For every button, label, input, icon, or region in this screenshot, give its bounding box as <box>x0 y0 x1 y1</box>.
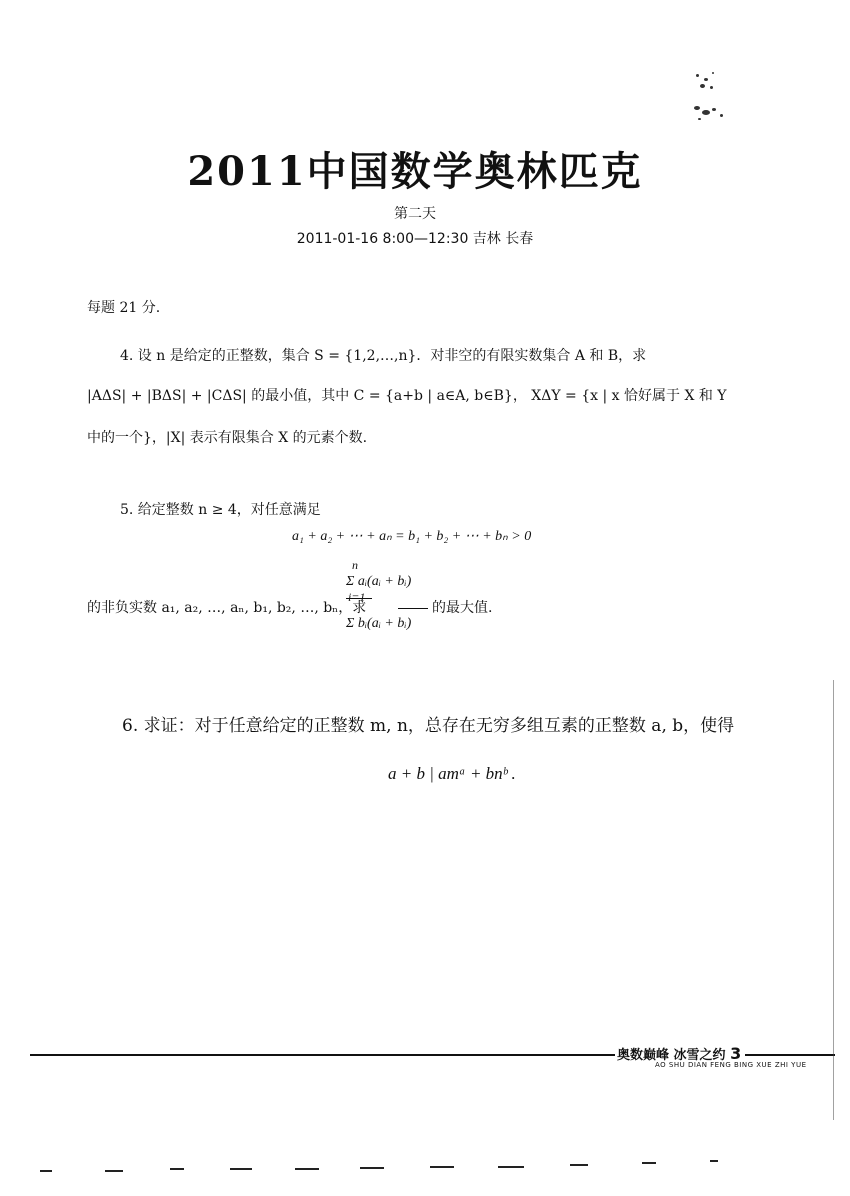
scan-dash <box>642 1162 656 1164</box>
scan-dash <box>170 1168 184 1170</box>
scan-dash <box>230 1168 252 1170</box>
problem5-line1: 5. 给定整数 n ≥ 4，对任意满足 <box>120 502 321 518</box>
page-title: 2011中国数学奥林匹克 <box>187 148 643 195</box>
scan-dash <box>360 1167 384 1169</box>
scan-dash <box>710 1160 718 1162</box>
date-location: 2011-01-16 8:00—12:30 吉林 长春 <box>296 231 534 247</box>
footer-rule-left <box>30 1054 615 1056</box>
problem4-line1: 4. 设 n 是给定的正整数，集合 S = {1,2,…,n}．对非空的有限实数集合 A 和 B，求 <box>120 348 647 364</box>
fraction-rule <box>398 608 428 609</box>
problem4-line3: 中的一个}，|X| 表示有限集合 X 的元素个数. <box>87 430 368 446</box>
problem6-line1: 6. 求证：对于任意给定的正整数 m, n，总存在无穷多组互素的正整数 a, b，使得 <box>122 716 735 736</box>
fraction-denominator: Σ bᵢ(aᵢ + bᵢ) <box>346 616 412 631</box>
problem4-line2: |AΔS| + |BΔS| + |CΔS| 的最小值，其中 C = {a+b | a∈A, b∈B}， XΔY = {x | x 恰好属于 X 和 Y <box>87 388 727 404</box>
scan-dash <box>295 1168 319 1170</box>
scan-dash <box>498 1166 524 1168</box>
problem5-equation: a₁ + a₂ + ⋯ + aₙ = b₁ + b₂ + ⋯ + bₙ > 0 <box>292 529 532 544</box>
page-number: 3 <box>730 1044 742 1063</box>
scan-dash <box>40 1170 52 1172</box>
points-note: 每题 21 分. <box>87 300 161 316</box>
fraction-numerator: Σ aᵢ(aᵢ + bᵢ) <box>346 574 412 589</box>
footer-rule-right <box>745 1054 835 1056</box>
sum-lower-limit: i=1 <box>348 590 366 604</box>
scan-dash <box>430 1166 454 1168</box>
scan-dash <box>570 1164 588 1166</box>
sum-upper-limit: n <box>352 558 358 572</box>
scan-edge-line <box>833 680 834 1120</box>
subtitle: 第二天 <box>394 206 436 222</box>
scan-noise-speckle <box>690 70 730 125</box>
scan-dash <box>105 1170 123 1172</box>
problem6-equation: a + b | amᵃ + bnᵇ . <box>388 764 516 783</box>
footer-title: 奥数巅峰 冰雪之约 <box>617 1048 726 1063</box>
problem5-line2-suffix: 的最大值. <box>432 600 493 616</box>
footer-pinyin: AO SHU DIAN FENG BING XUE ZHI YUE <box>655 1061 807 1069</box>
problem5-line2-prefix: 的非负实数 a₁, a₂, …, aₙ, b₁, b₂, …, bₙ，求 <box>87 600 367 616</box>
